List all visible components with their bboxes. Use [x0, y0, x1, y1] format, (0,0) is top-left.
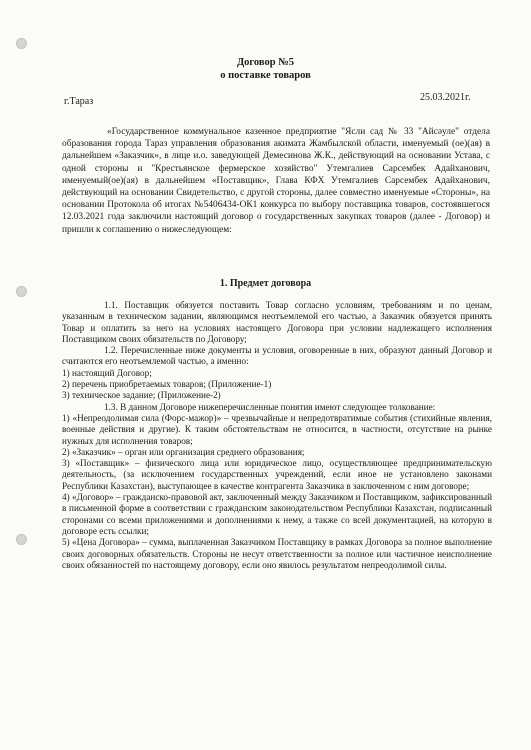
definition-item: 5) «Цена Договора» – сумма, выплаченная Заказчиком Поставщику в рамках Договора за полное выполнение своих договорных обязательств. Стороны не несут ответственности за полное или частичное неисполнение своих обязанностей по настоящему договору, если оно явилось результатом непреодолимой силы. [62, 537, 492, 570]
title-line-1: Договор №5 [236, 57, 295, 68]
title-line-2: о поставке товаров [220, 70, 311, 81]
date-label: 25.03.2021г. [420, 92, 471, 103]
section-body [62, 300, 492, 571]
clause-1-1: 1.1. Поставщик обязуется поставить Товар согласно условиям, требованиям и по ценам, указанным в техническом задании, являющимся неотъемлемой его частью, а Заказчик обязуется принять Товар и оплатить за него на условиях настоящего Договора при условии надлежащего исполнения Поставщиком своих обязательств по Договору; [62, 300, 492, 344]
definition-item: 2) «Заказчик» – орган или организация среднего образования; [62, 446, 305, 457]
definition-item: 3) «Поставщик» – физического лица или юридическое лицо, осуществляющее предпринимательскую деятельность, (за исключением государственных учреждений, если иное не установлено законами Республики Казахстан), выступающее в качестве контрагента Заказчика в заключенном с ним договоре; [62, 458, 492, 491]
list-item: 2) перечень приобретаемых товаров; (Приложение-1) [62, 379, 272, 390]
binder-hole [16, 534, 27, 545]
document-title [0, 56, 531, 82]
binder-hole [16, 38, 27, 49]
section-heading: 1. Предмет договора [219, 278, 312, 289]
definition-item: 4) «Договор» – гражданско-правовой акт, заключенный между Заказчиком и Поставщиком, зафиксированный в письменной форме в соответствии с гражданским законодательством Республики Казахстан, подписанный сторонами со всеми приложениями и дополнениями к нему, а также со всей документацией, на которую в договоре есть ссылки; [62, 492, 492, 536]
clause-1-3: 1.3. В данном Договоре нижеперечисленные понятия имеют следующее толкование: [104, 401, 436, 412]
city-label: г.Тараз [64, 96, 94, 107]
list-item: 3) техническое задание; (Приложение-2) [62, 390, 221, 401]
definition-item: 1) «Непреодолимая сила (Форс-мажор)» – чрезвычайные и непредотвратимые события (стихийные явления, военные действия и другие). К таким обстоятельствам не относится, в частности, отсутствие на рынке нужных для исполнения товаров; [62, 412, 492, 446]
clause-1-2: 1.2. Перечисленные ниже документы и условия, оговоренные в них, образуют данный Договор и считаются его неотъемлемой частью, а именно: [62, 345, 492, 367]
preamble-paragraph: «Государственное коммунальное казенное предприятие "Ясли сад № 33 "Айсәуле" отдела образования города Тараз управления образования акимата Жамбылской области, именуемый (ое)(ая) в дальнейшем «Заказчик», в лице и.о. заведующей Демесинова Ж.К., действующий на основании Устава, с одной стороны и "Крестьянское фермерское хозяйство" Утемгалиев Сарсембек Адайханович, именуемый(ое)(ая) в дальнейшем «Поставщик», Глава КФХ Утемгалиев Сарсембек Адайханович, действующий на основании Свидетельство, с другой стороны, далее совместно именуемые «Стороны», на основании Протокола об итогах №5406434-ОК1 конкурса по выбору поставщика товаров, состоявшегося 12.03.2021 года заключили настоящий договор о государственных закупках товаров (далее - Договор) и пришли к соглашению о нижеследующем: [62, 127, 490, 235]
list-item: 1) настоящий Договор; [62, 367, 152, 378]
